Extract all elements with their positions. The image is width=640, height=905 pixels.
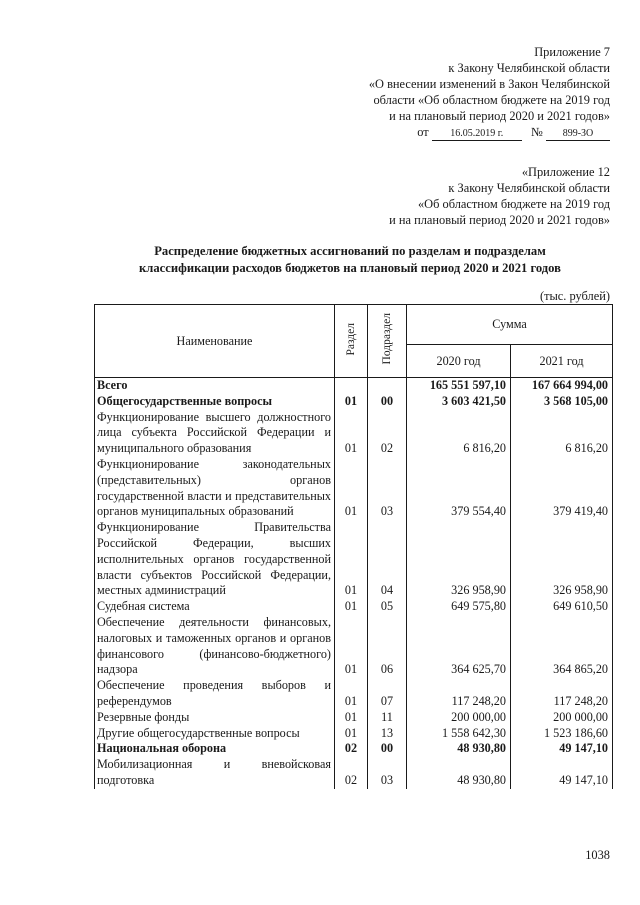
row-value-2021: 1 523 186,60 <box>511 726 613 742</box>
row-name: Обеспечение деятельности финансовых, налоговых и таможенных органов и органов финансового (финансово-бюджетного) надзора <box>95 615 335 678</box>
row-subsection: 11 <box>368 710 407 726</box>
row-value-2021: 117 248,20 <box>511 678 613 710</box>
law-number: 899-ЗО <box>546 128 610 141</box>
table-row <box>95 410 613 457</box>
row-subsection: 00 <box>368 741 407 757</box>
row-name: Судебная система <box>95 599 335 615</box>
table-body <box>95 378 613 789</box>
header-line: к Закону Челябинской области <box>448 181 610 195</box>
row-value-2021: 49 147,10 <box>511 757 613 789</box>
header-line: области «Об областном бюджете на 2019 год <box>373 93 610 107</box>
appendix-7-header <box>369 44 610 141</box>
table-row <box>95 394 613 410</box>
row-value-2020: 165 551 597,10 <box>407 378 511 394</box>
appendix-12-header <box>389 164 610 228</box>
header-line: и на плановый период 2020 и 2021 годов» <box>389 109 610 123</box>
column-header-name: Наименование <box>95 305 335 378</box>
units-label: (тыс. рублей) <box>539 289 610 303</box>
row-subsection: 07 <box>368 678 407 710</box>
row-value-2021: 49 147,10 <box>511 741 613 757</box>
table-row <box>95 710 613 726</box>
row-value-2021: 649 610,50 <box>511 599 613 615</box>
row-value-2020: 117 248,20 <box>407 678 511 710</box>
row-subsection: 06 <box>368 615 407 678</box>
header-line: «Об областном бюджете на 2019 год <box>417 197 610 211</box>
row-section: 01 <box>335 726 368 742</box>
table-row <box>95 378 613 394</box>
row-subsection: 13 <box>368 726 407 742</box>
column-header-2021: 2021 год <box>511 345 613 378</box>
row-subsection: 00 <box>368 394 407 410</box>
table-row <box>95 457 613 520</box>
law-date-number-line <box>369 124 610 141</box>
number-prefix: № <box>531 125 543 139</box>
row-section: 01 <box>335 678 368 710</box>
budget-table <box>94 304 613 789</box>
row-value-2021: 379 419,40 <box>511 457 613 520</box>
row-value-2020: 6 816,20 <box>407 410 511 457</box>
row-section <box>335 378 368 394</box>
row-value-2020: 649 575,80 <box>407 599 511 615</box>
row-value-2020: 326 958,90 <box>407 520 511 599</box>
row-name: Мобилизационная и вневойсковая подготовка <box>95 757 335 789</box>
row-name: Функционирование высшего должностного лица субъекта Российской Федерации и муниципального образования <box>95 410 335 457</box>
title-line: Распределение бюджетных ассигнований по разделам и подразделам <box>154 244 546 258</box>
row-value-2021: 6 816,20 <box>511 410 613 457</box>
header-line: «О внесении изменений в Закон Челябинской <box>368 77 610 91</box>
table-row <box>95 599 613 615</box>
row-section: 01 <box>335 410 368 457</box>
row-value-2020: 48 930,80 <box>407 757 511 789</box>
table-row <box>95 757 613 789</box>
row-subsection: 03 <box>368 757 407 789</box>
row-name: Функционирование Правительства Российской Федерации, высших исполнительных органов государственной власти субъектов Российской Федерации, местных администраций <box>95 520 335 599</box>
column-header-subsection: Подраздел <box>368 305 407 378</box>
row-section: 02 <box>335 741 368 757</box>
law-date: 16.05.2019 г. <box>432 128 522 141</box>
page-number: 1038 <box>585 848 610 862</box>
row-section: 02 <box>335 757 368 789</box>
document-title <box>80 243 620 277</box>
row-name: Общегосударственные вопросы <box>95 394 335 410</box>
row-name: Функционирование законодательных (представительных) органов государственной власти и представительных органов муниципальных образований <box>95 457 335 520</box>
row-section: 01 <box>335 394 368 410</box>
row-section: 01 <box>335 457 368 520</box>
table-row <box>95 726 613 742</box>
row-name: Национальная оборона <box>95 741 335 757</box>
row-value-2020: 364 625,70 <box>407 615 511 678</box>
row-name: Обеспечение проведения выборов и референдумов <box>95 678 335 710</box>
header-line: к Закону Челябинской области <box>448 61 610 75</box>
row-subsection: 03 <box>368 457 407 520</box>
row-subsection: 05 <box>368 599 407 615</box>
row-subsection: 02 <box>368 410 407 457</box>
row-section: 01 <box>335 520 368 599</box>
row-value-2021: 364 865,20 <box>511 615 613 678</box>
row-value-2020: 200 000,00 <box>407 710 511 726</box>
row-value-2020: 379 554,40 <box>407 457 511 520</box>
row-section: 01 <box>335 615 368 678</box>
table-row <box>95 678 613 710</box>
row-value-2020: 48 930,80 <box>407 741 511 757</box>
row-subsection <box>368 378 407 394</box>
row-subsection: 04 <box>368 520 407 599</box>
row-name: Всего <box>95 378 335 394</box>
row-value-2021: 326 958,90 <box>511 520 613 599</box>
header-line: и на плановый период 2020 и 2021 годов» <box>389 213 610 227</box>
column-header-sum: Сумма <box>407 305 613 345</box>
table-row <box>95 615 613 678</box>
header-line: Приложение 7 <box>534 45 610 59</box>
title-line: классификации расходов бюджетов на плановый период 2020 и 2021 годов <box>139 261 561 275</box>
row-value-2021: 167 664 994,00 <box>511 378 613 394</box>
table-row <box>95 520 613 599</box>
date-prefix: от <box>417 125 429 139</box>
row-value-2020: 1 558 642,30 <box>407 726 511 742</box>
column-header-2020: 2020 год <box>407 345 511 378</box>
header-line: «Приложение 12 <box>521 165 610 179</box>
table-row <box>95 741 613 757</box>
row-name: Другие общегосударственные вопросы <box>95 726 335 742</box>
row-value-2020: 3 603 421,50 <box>407 394 511 410</box>
row-value-2021: 3 568 105,00 <box>511 394 613 410</box>
row-name: Резервные фонды <box>95 710 335 726</box>
row-value-2021: 200 000,00 <box>511 710 613 726</box>
column-header-section: Раздел <box>335 305 368 378</box>
row-section: 01 <box>335 599 368 615</box>
row-section: 01 <box>335 710 368 726</box>
